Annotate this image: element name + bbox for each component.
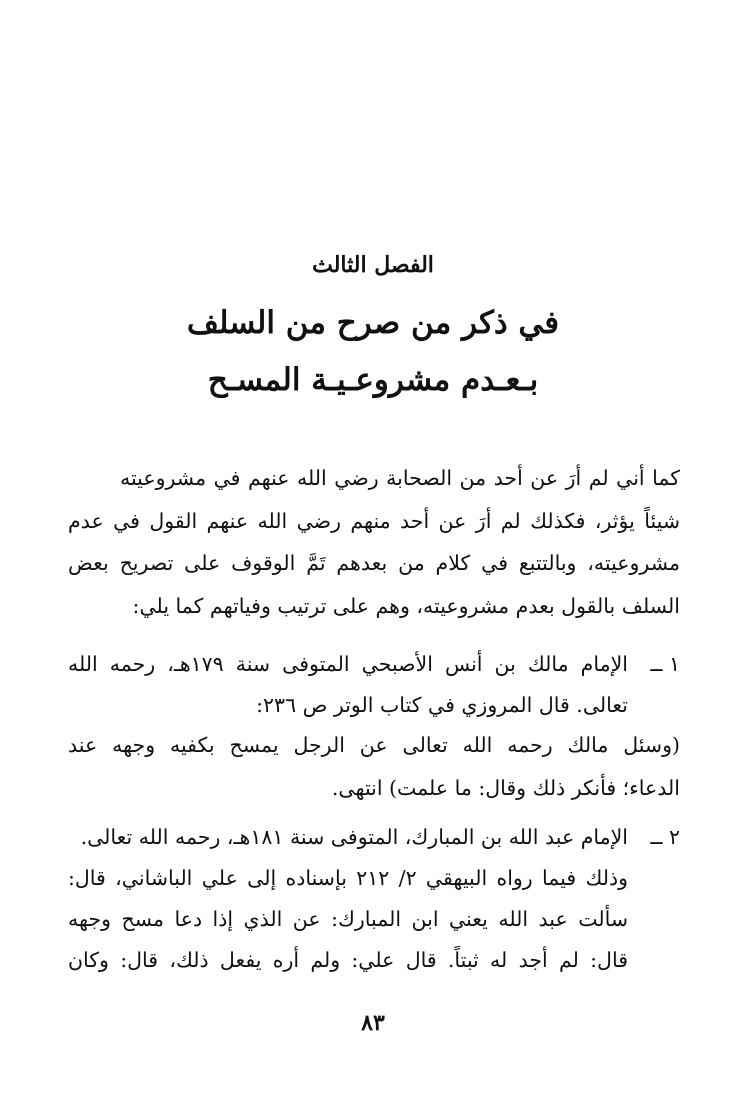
- list-item-2: [68, 817, 680, 857]
- continuation-line-3: قال: لم أجد له ثبتاً. قال علي: ولم أره يفعل ذلك، قال: وكان: [68, 948, 628, 972]
- quote-line-1: (وسئل مالك رحمه الله تعالى عن الرجل يمسح بكفيه وجهه عند: [68, 733, 680, 757]
- list-item-number: ٢ ــ: [650, 825, 680, 849]
- quote-line-2: الدعاء؛ فأنكر ذلك وقال: ما علمت) انتهى.: [331, 776, 680, 800]
- list-item-1: [68, 644, 680, 684]
- list-item-number: ١ ــ: [650, 652, 680, 676]
- intro-line-3: مشروعيته، وبالتتبع في كلام من بعدهم تَمَّ الوقوف على تصريح بعض: [68, 551, 680, 575]
- list-item-text: الإمام مالك بن أنس الأصبحي المتوفى سنة ١٧٩هـ، رحمه الله: [68, 652, 628, 676]
- page-number: ٨٣: [361, 1010, 385, 1036]
- continuation-line-2: سألت عبد الله يعني ابن المبارك: عن الذي إذا دعا مسح وجهه: [68, 907, 628, 931]
- chapter-heading: الفصل الثالث: [312, 252, 434, 278]
- intro-line-2: شيئاً يؤثر، فكذلك لم أرَ عن أحد منهم رضي الله عنهم القول في عدم: [68, 509, 680, 533]
- chapter-title-line-2: بـعـدم مشروعـيـة المسـح: [207, 362, 539, 398]
- list-item-text: الإمام عبد الله بن المبارك، المتوفى سنة ١٨١هـ، رحمه الله تعالى.: [80, 825, 628, 849]
- intro-line-4: السلف بالقول بعدم مشروعيته، وهم على ترتيب وفياتهم كما يلي:: [132, 594, 680, 618]
- list-item-1-line-2: [68, 685, 680, 725]
- intro-line-1: كما أني لم أرَ عن أحد من الصحابة رضي الله عنهم في مشروعيته: [120, 466, 680, 490]
- chapter-title-line-1: في ذكر من صرح من السلف: [186, 305, 560, 341]
- continuation-line-1: وذلك فيما رواه البيهقي ٢/ ٢١٢ بإسناده إلى علي الباشاني، قال:: [68, 866, 628, 890]
- list-item-text: تعالى. قال المروزي في كتاب الوتر ص ٢٣٦:: [256, 693, 628, 717]
